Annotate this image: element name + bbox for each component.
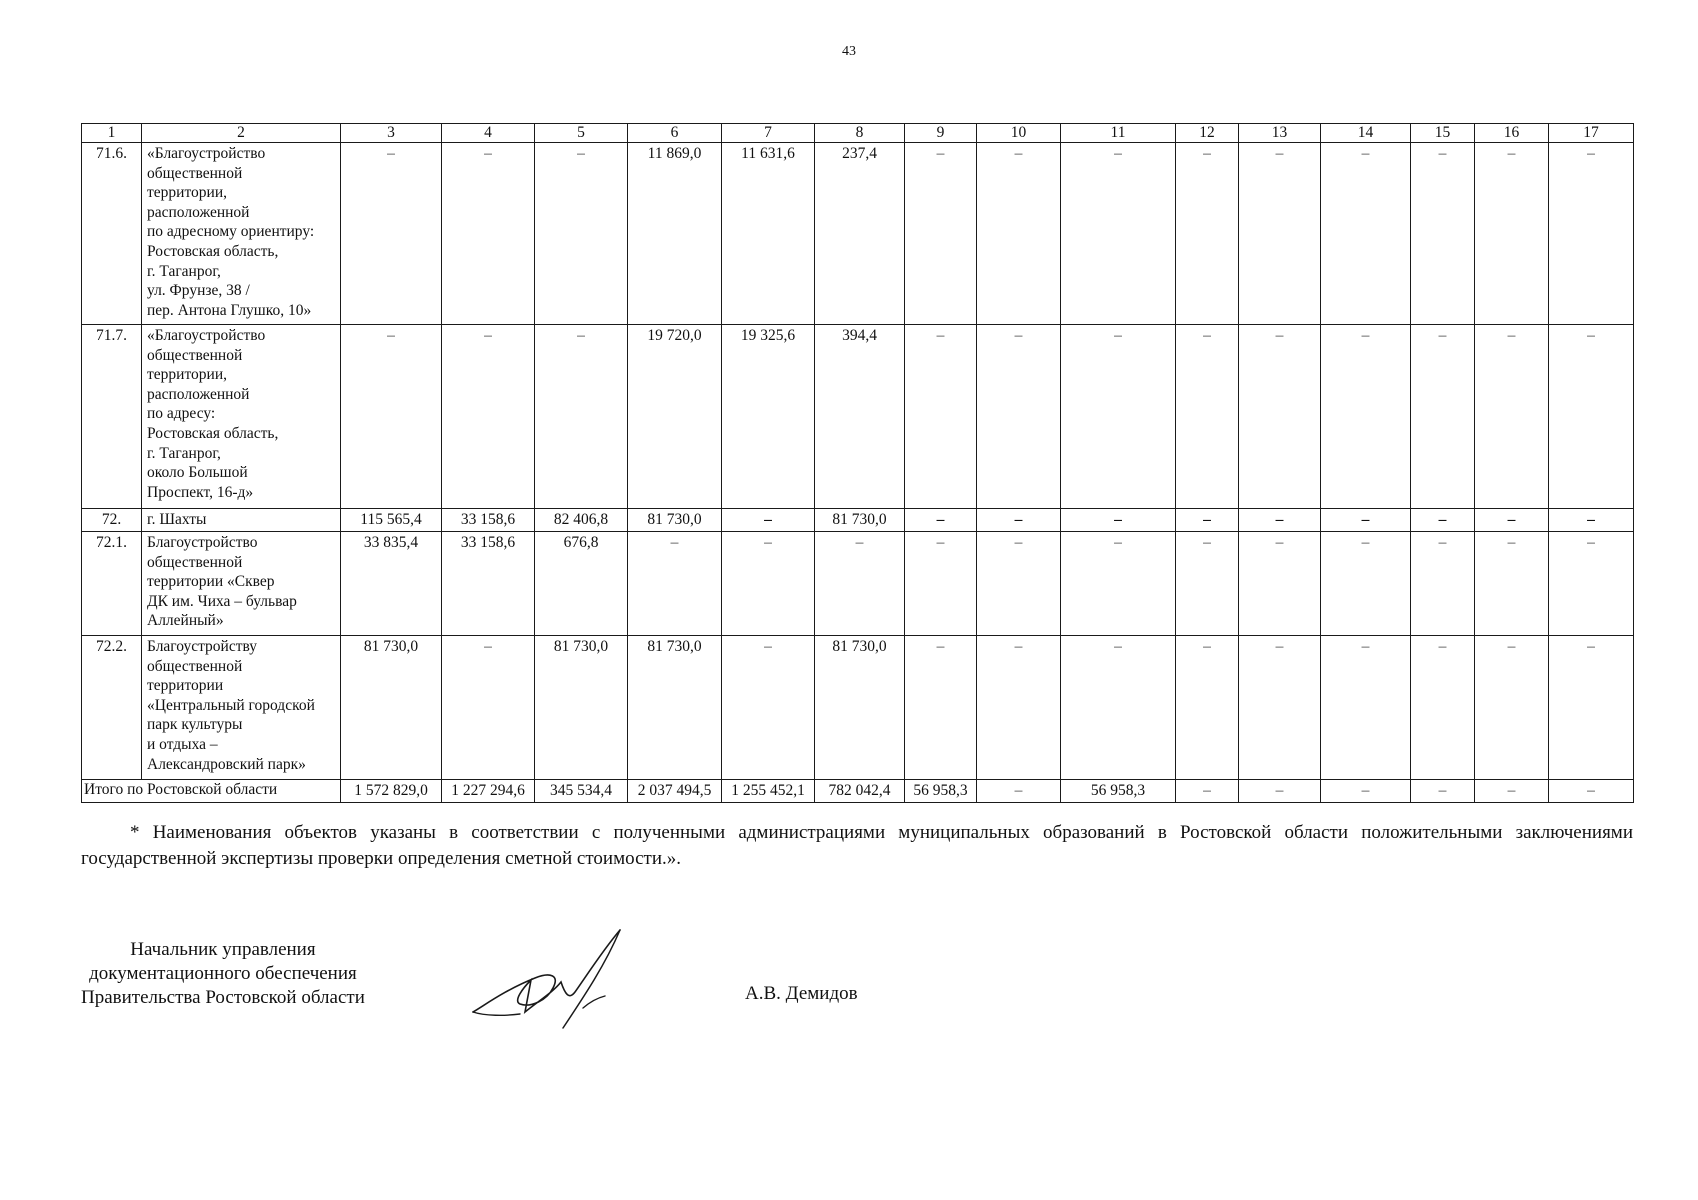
page-number: 43 (842, 44, 856, 59)
row-number-cell: 72.1. (82, 532, 142, 636)
total-value-cell: 56 958,3 (1061, 780, 1176, 803)
object-name-line: ул. Фрунзе, 38 / (147, 282, 250, 300)
value-cell: – (1061, 325, 1176, 509)
total-row (82, 780, 1634, 803)
value-cell: – (1176, 532, 1239, 636)
value-cell: – (1475, 143, 1549, 325)
object-name-line: Ростовская область, (147, 242, 279, 260)
value-cell: – (1176, 636, 1239, 780)
signature-block (81, 938, 365, 1010)
object-name-line: парк культуры (147, 716, 243, 734)
object-name-line: территории, (147, 366, 227, 384)
value-cell: – (1061, 143, 1176, 325)
value-cell: – (1549, 532, 1634, 636)
value-cell: – (1549, 509, 1634, 532)
column-number-cell: 5 (535, 124, 628, 143)
object-name-line: общественной (147, 164, 243, 182)
value-cell: – (1411, 325, 1475, 509)
total-value-cell: – (1321, 780, 1411, 803)
column-number-cell: 11 (1061, 124, 1176, 143)
total-value-cell: – (1475, 780, 1549, 803)
value-cell: – (1176, 325, 1239, 509)
value-cell: – (535, 143, 628, 325)
value-cell: – (905, 636, 977, 780)
value-cell: – (977, 636, 1061, 780)
total-value-cell: 1 227 294,6 (442, 780, 535, 803)
value-cell: – (1549, 143, 1634, 325)
value-cell: 115 565,4 (341, 509, 442, 532)
value-cell: – (977, 532, 1061, 636)
value-cell: – (722, 509, 815, 532)
value-cell: – (1321, 143, 1411, 325)
table-row (82, 143, 1634, 325)
object-name-line: общественной (147, 657, 243, 675)
object-name-line: около Большой (147, 464, 248, 482)
object-name-line: Аллейный» (147, 612, 224, 630)
object-name-line: «Центральный городской (147, 696, 315, 714)
value-cell: – (1549, 325, 1634, 509)
total-value-cell: 2 037 494,5 (628, 780, 722, 803)
object-name-line: Александровский парк» (147, 755, 306, 773)
value-cell: – (1239, 636, 1321, 780)
total-value-cell: – (1176, 780, 1239, 803)
value-cell: 19 720,0 (628, 325, 722, 509)
value-cell: – (1061, 532, 1176, 636)
total-value-cell: – (977, 780, 1061, 803)
object-name-line: территории «Сквер (147, 573, 275, 591)
object-name-line: г. Таганрог, (147, 444, 221, 462)
total-value-cell: – (1411, 780, 1475, 803)
signer-title-line-2: документационного обеспечения (89, 963, 357, 984)
value-cell: – (535, 325, 628, 509)
value-cell: – (1475, 532, 1549, 636)
value-cell: – (1239, 509, 1321, 532)
value-cell: – (1321, 636, 1411, 780)
value-cell: 81 730,0 (815, 509, 905, 532)
value-cell: – (1411, 636, 1475, 780)
value-cell: – (341, 143, 442, 325)
value-cell: 81 730,0 (628, 636, 722, 780)
column-number-row (82, 124, 1634, 143)
row-number-cell: 71.7. (82, 325, 142, 509)
value-cell: 33 158,6 (442, 532, 535, 636)
value-cell: – (1475, 509, 1549, 532)
column-number-cell: 9 (905, 124, 977, 143)
signer-title-line-3: Правительства Ростовской области (81, 987, 365, 1008)
value-cell: 81 730,0 (628, 509, 722, 532)
column-number-cell: 13 (1239, 124, 1321, 143)
value-cell: – (1475, 325, 1549, 509)
value-cell: 394,4 (815, 325, 905, 509)
table-row (82, 532, 1634, 636)
total-value-cell: – (1549, 780, 1634, 803)
object-name-line: по адресу: (147, 405, 216, 423)
object-name-line: территории, (147, 184, 227, 202)
column-number-cell: 14 (1321, 124, 1411, 143)
value-cell: – (1061, 636, 1176, 780)
footnote: * Наименования объектов указаны в соответствии с полученными администрациями муниципальных образований в Ростовской области положительными заключениями государственной экспертизы проверки определения сметной стоимости.». (81, 822, 1633, 869)
table-row (82, 636, 1634, 780)
value-cell: 237,4 (815, 143, 905, 325)
value-cell: 33 158,6 (442, 509, 535, 532)
object-name-line: ДК им. Чиха – бульвар (147, 592, 297, 610)
object-name-line: расположенной (147, 385, 250, 403)
object-name-line: расположенной (147, 203, 250, 221)
object-name-cell (142, 143, 341, 325)
object-name-cell (142, 636, 341, 780)
object-name-line: пер. Антона Глушко, 10» (147, 301, 312, 319)
column-number-cell: 6 (628, 124, 722, 143)
value-cell: – (1321, 509, 1411, 532)
object-name-line: Проспект, 16-д» (147, 483, 254, 501)
value-cell: – (1176, 509, 1239, 532)
value-cell: – (1321, 325, 1411, 509)
value-cell: – (442, 325, 535, 509)
value-cell: – (815, 532, 905, 636)
object-name-cell (142, 509, 341, 532)
value-cell: 19 325,6 (722, 325, 815, 509)
value-cell: – (1239, 325, 1321, 509)
value-cell: – (1321, 532, 1411, 636)
object-name-line: г. Таганрог, (147, 262, 221, 280)
object-name-line: общественной (147, 553, 243, 571)
object-name-line: общественной (147, 346, 243, 364)
total-value-cell: 1 255 452,1 (722, 780, 815, 803)
signer-name: А.В. Демидов (745, 983, 858, 1004)
object-name-line: г. Шахты (147, 511, 207, 528)
value-cell: – (905, 532, 977, 636)
row-number-cell: 71.6. (82, 143, 142, 325)
object-name-line: территории (147, 677, 224, 695)
column-number-cell: 17 (1549, 124, 1634, 143)
value-cell: – (1239, 532, 1321, 636)
value-cell: – (1411, 532, 1475, 636)
total-value-cell: 1 572 829,0 (341, 780, 442, 803)
table-row (82, 509, 1634, 532)
value-cell: – (977, 325, 1061, 509)
value-cell: – (1475, 636, 1549, 780)
value-cell: – (905, 325, 977, 509)
value-cell: 11 631,6 (722, 143, 815, 325)
value-cell: – (905, 509, 977, 532)
total-value-cell: 56 958,3 (905, 780, 977, 803)
value-cell: – (628, 532, 722, 636)
column-number-cell: 4 (442, 124, 535, 143)
value-cell: – (442, 143, 535, 325)
value-cell: 81 730,0 (815, 636, 905, 780)
object-name-cell (142, 532, 341, 636)
table-row (82, 325, 1634, 509)
object-name-line: Ростовская область, (147, 424, 279, 442)
value-cell: – (341, 325, 442, 509)
value-cell: – (442, 636, 535, 780)
column-number-cell: 15 (1411, 124, 1475, 143)
column-number-cell: 10 (977, 124, 1061, 143)
value-cell: – (977, 509, 1061, 532)
column-number-cell: 2 (142, 124, 341, 143)
value-cell: – (722, 636, 815, 780)
row-number-cell: 72. (82, 509, 142, 532)
value-cell: – (722, 532, 815, 636)
total-value-cell: – (1239, 780, 1321, 803)
column-number-cell: 8 (815, 124, 905, 143)
value-cell: 11 869,0 (628, 143, 722, 325)
value-cell: – (905, 143, 977, 325)
object-name-line: Благоустройство (147, 534, 258, 551)
value-cell: 676,8 (535, 532, 628, 636)
row-number-cell: 72.2. (82, 636, 142, 780)
value-cell: 33 835,4 (341, 532, 442, 636)
total-label: Итого по Ростовской области (82, 780, 341, 803)
total-value-cell: 345 534,4 (535, 780, 628, 803)
object-name-line: «Благоустройство (147, 145, 266, 162)
object-name-line: и отдыха – (147, 735, 218, 753)
value-cell: – (1239, 143, 1321, 325)
value-cell: – (1411, 509, 1475, 532)
value-cell: – (1411, 143, 1475, 325)
budget-table (81, 123, 1634, 803)
signer-title-line-1: Начальник управления (130, 939, 316, 960)
object-name-line: «Благоустройство (147, 327, 266, 344)
object-name-cell (142, 325, 341, 509)
value-cell: – (1549, 636, 1634, 780)
value-cell: – (977, 143, 1061, 325)
column-number-cell: 12 (1176, 124, 1239, 143)
value-cell: 81 730,0 (535, 636, 628, 780)
handwritten-signature (465, 920, 675, 1035)
total-value-cell: 782 042,4 (815, 780, 905, 803)
column-number-cell: 7 (722, 124, 815, 143)
value-cell: – (1176, 143, 1239, 325)
column-number-cell: 16 (1475, 124, 1549, 143)
column-number-cell: 1 (82, 124, 142, 143)
object-name-line: Благоустройству (147, 638, 258, 655)
object-name-line: по адресному ориентиру: (147, 223, 315, 241)
column-number-cell: 3 (341, 124, 442, 143)
value-cell: 82 406,8 (535, 509, 628, 532)
value-cell: – (1061, 509, 1176, 532)
value-cell: 81 730,0 (341, 636, 442, 780)
